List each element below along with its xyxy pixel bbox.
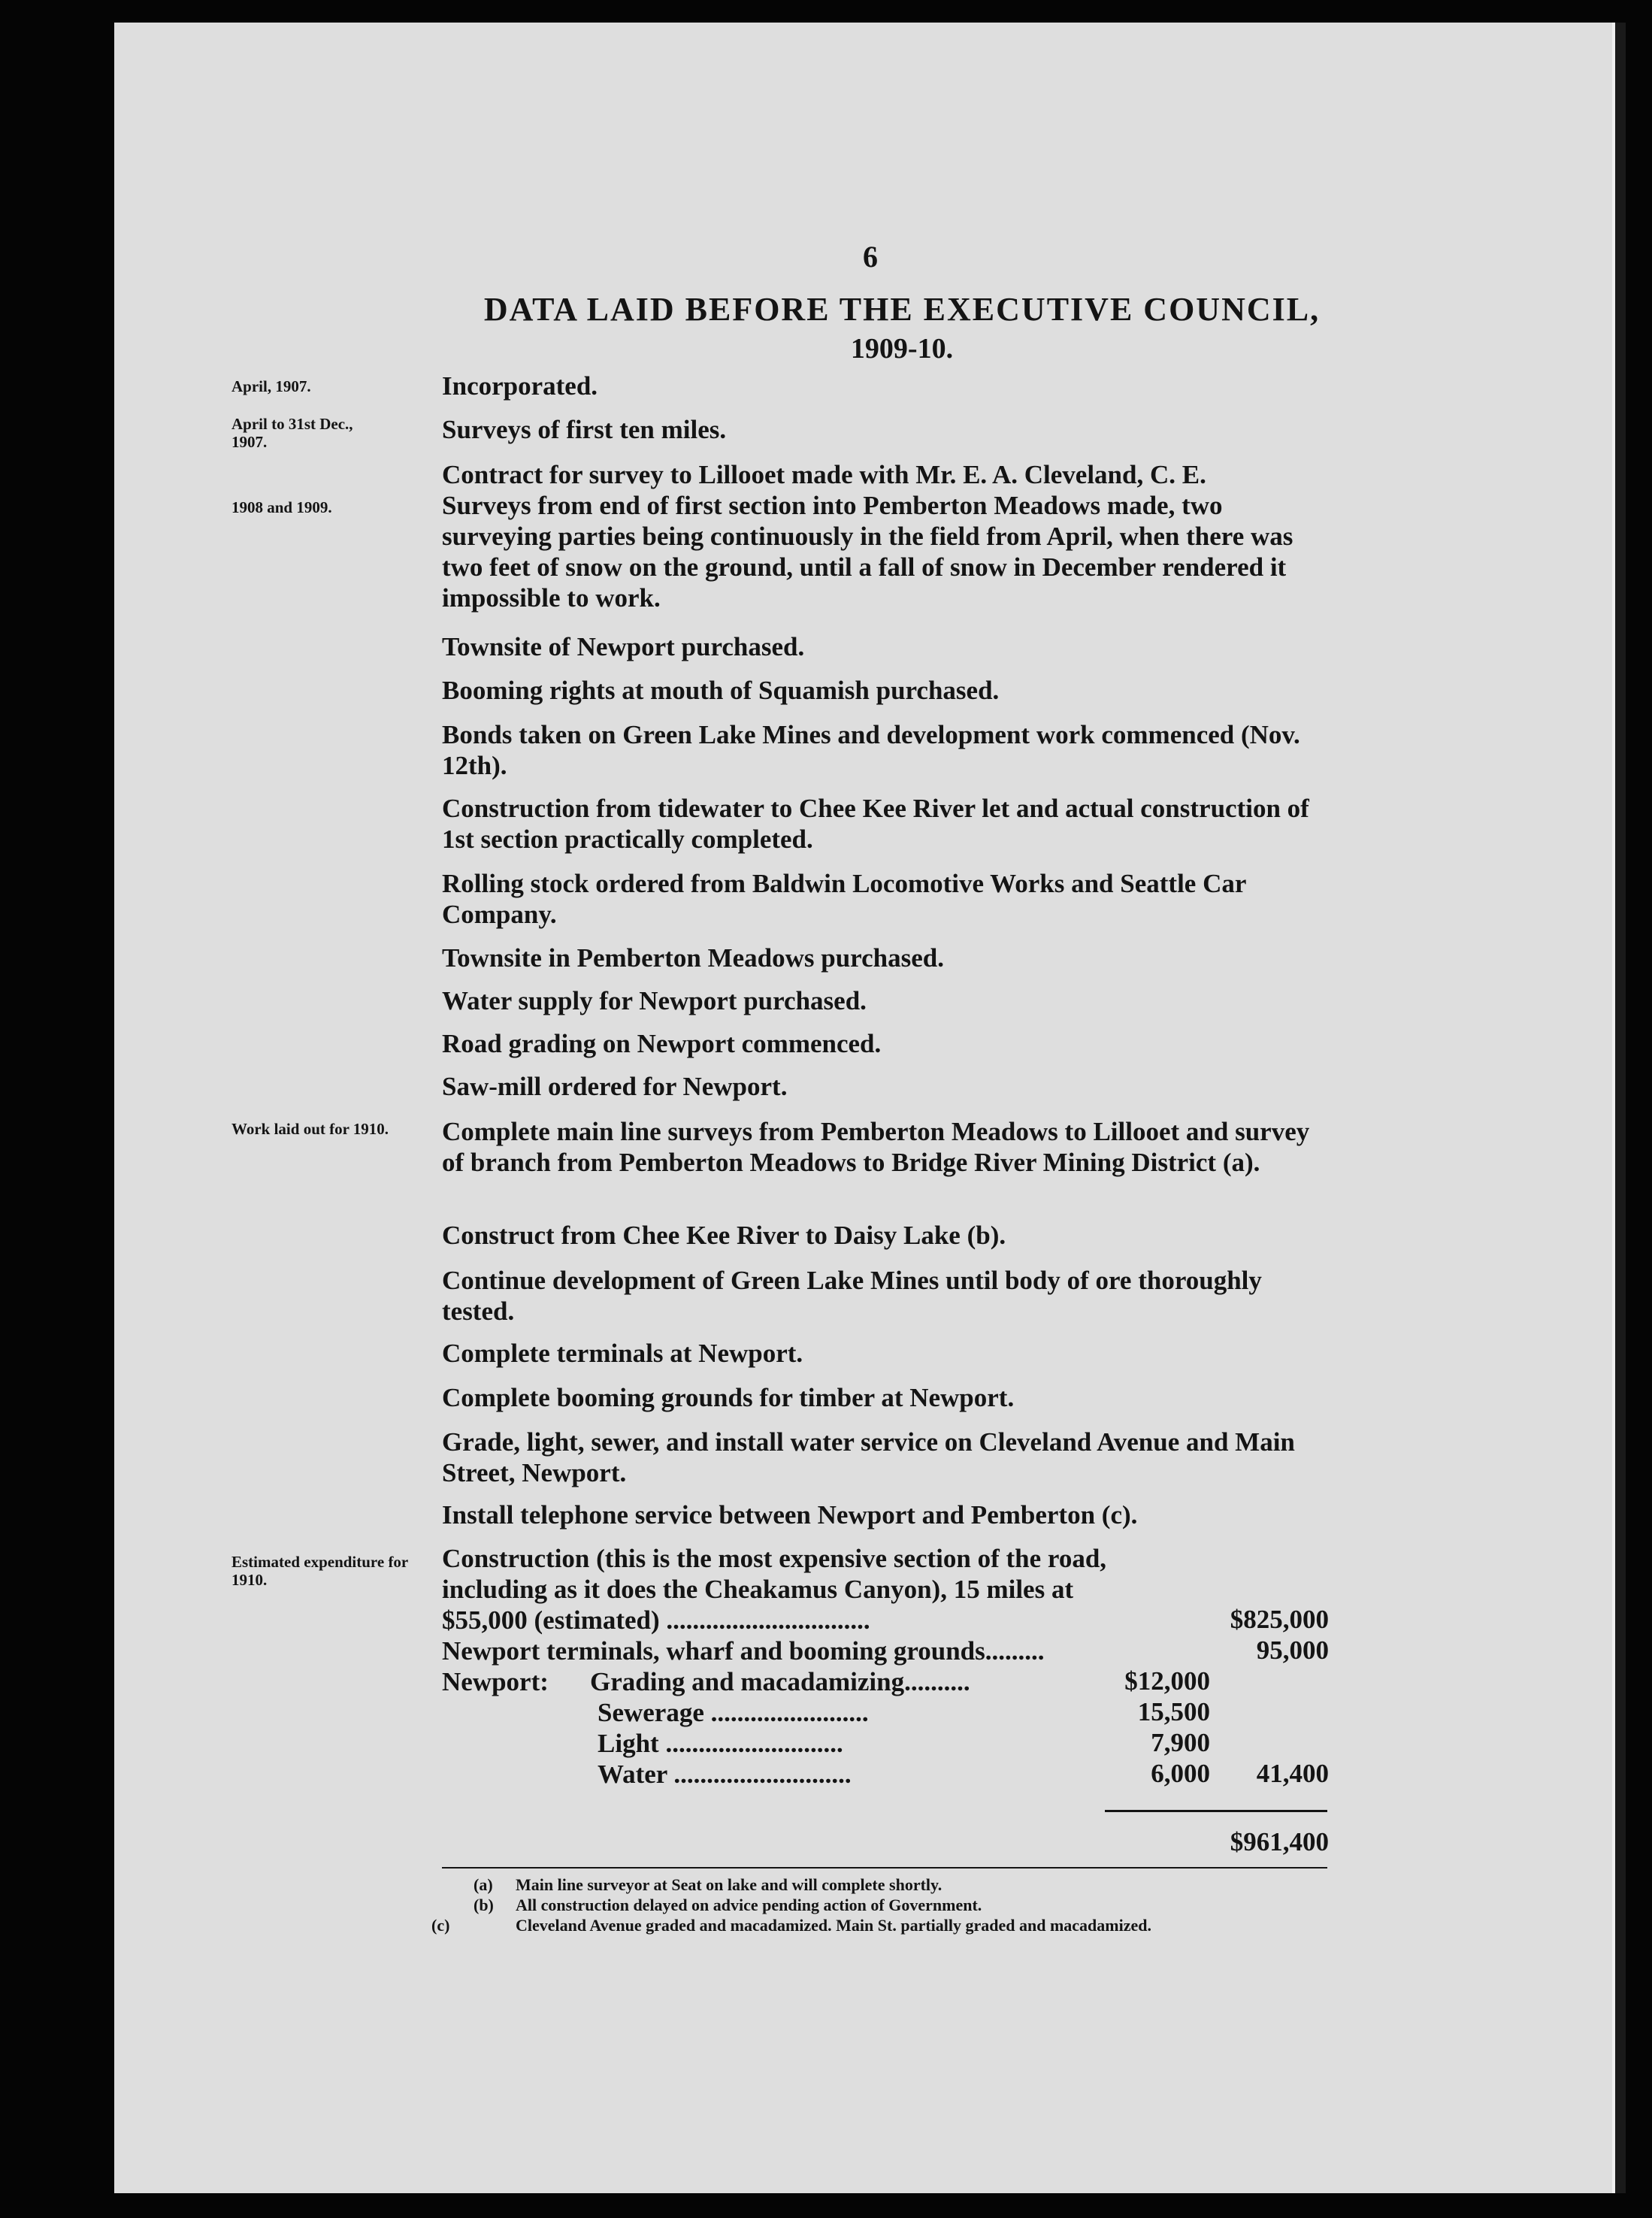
expenditure-construction-line: including as it does the Cheakamus Canyon), 15 miles at: [442, 1575, 1074, 1604]
margin-note: April, 1907.: [231, 377, 311, 395]
newport-item-amount: $12,000: [1124, 1666, 1210, 1696]
footnote-key: (a): [474, 1875, 493, 1894]
margin-note: 1908 and 1909.: [231, 498, 332, 516]
footnote-text: Main line surveyor at Seat on lake and will complete shortly.: [516, 1875, 942, 1894]
entry: Grade, light, sewer, and install water service on Cleveland Avenue and Main Street, Newport.: [442, 1427, 1295, 1487]
construction-amount: $825,000: [1230, 1605, 1329, 1634]
newport-item-label: Grading and macadamizing..........: [590, 1667, 970, 1696]
newport-item-amount: 6,000: [1151, 1759, 1210, 1788]
grand-total: $961,400: [1230, 1827, 1329, 1856]
entry: Saw-mill ordered for Newport.: [442, 1072, 788, 1101]
newport-item-label: Light ...........................: [598, 1729, 843, 1758]
margin-note: Estimated expenditure for 1910.: [231, 1553, 408, 1589]
entry: Install telephone service between Newport and Pemberton (c).: [442, 1500, 1138, 1530]
entry: Complete terminals at Newport.: [442, 1339, 803, 1368]
footnote-text: Cleveland Avenue graded and macadamized. Main St. partially graded and macadamized.: [516, 1916, 1151, 1935]
footnote: [474, 1896, 1330, 1914]
footnote-text: All construction delayed on advice pending action of Government.: [516, 1896, 982, 1914]
page-edge: [1612, 23, 1626, 2193]
entry: Continue development of Green Lake Mines until body of ore thoroughly tested.: [442, 1266, 1262, 1326]
footnote-key: (b): [474, 1896, 494, 1914]
newport-label: Newport:: [442, 1667, 549, 1696]
entry: Water supply for Newport purchased.: [442, 986, 867, 1015]
page-title: DATA LAID BEFORE THE EXECUTIVE COUNCIL,: [483, 291, 1321, 328]
expenditure-construction-line: Construction (this is the most expensive section of the road,: [442, 1544, 1107, 1573]
margin-note: Work laid out for 1910.: [231, 1120, 389, 1138]
terminals-label: Newport terminals, wharf and booming grounds.........: [442, 1636, 1045, 1666]
footnote: [474, 1876, 1330, 1894]
entry: Surveys from end of first section into Pemberton Meadows made, two surveying parties being continuously in the field from April, when there was two feet of snow on the ground, until a fall of snow in December rendered it impossible to work.: [442, 491, 1293, 613]
footnote-key: (c): [431, 1916, 450, 1935]
footnote-rule: [442, 1867, 1327, 1869]
newport-total: 41,400: [1256, 1759, 1329, 1788]
entry: Booming rights at mouth of Squamish purchased.: [442, 676, 1000, 705]
page-subtitle: 1909-10.: [850, 333, 954, 365]
expenditure-construction-line: $55,000 (estimated) ...............................: [442, 1605, 870, 1635]
entry: Construct from Chee Kee River to Daisy Lake (b).: [442, 1221, 1006, 1250]
newport-item-label: Water ...........................: [598, 1760, 852, 1789]
newport-item-amount: 15,500: [1137, 1697, 1210, 1726]
entry: Incorporated.: [442, 371, 598, 401]
terminals-amount: 95,000: [1256, 1636, 1329, 1665]
entry: Complete main line surveys from Pemberton Meadows to Lillooet and survey of branch from Pemberton Meadows to Bridge River Mining District (a).: [442, 1117, 1310, 1177]
newport-item-label: Sewerage ........................: [598, 1698, 869, 1727]
entry: Townsite of Newport purchased.: [442, 632, 805, 661]
entry: Complete booming grounds for timber at Newport.: [442, 1383, 1015, 1412]
page-number: 6: [863, 240, 878, 274]
entry: Townsite in Pemberton Meadows purchased.: [442, 943, 944, 973]
footnote: [431, 1916, 1372, 1935]
entry: Bonds taken on Green Lake Mines and development work commenced (Nov. 12th).: [442, 720, 1300, 780]
entry: Surveys of first ten miles.: [442, 415, 727, 444]
subtotal-rule: [1105, 1810, 1327, 1812]
margin-note: April to 31st Dec., 1907.: [231, 415, 353, 451]
newport-item-amount: 7,900: [1151, 1728, 1210, 1757]
entry: Rolling stock ordered from Baldwin Locomotive Works and Seattle Car Company.: [442, 869, 1246, 929]
entry: Contract for survey to Lillooet made with Mr. E. A. Cleveland, C. E.: [442, 460, 1206, 489]
entry: Construction from tidewater to Chee Kee River let and actual construction of 1st section practically completed.: [442, 794, 1309, 854]
entry: Road grading on Newport commenced.: [442, 1029, 882, 1058]
